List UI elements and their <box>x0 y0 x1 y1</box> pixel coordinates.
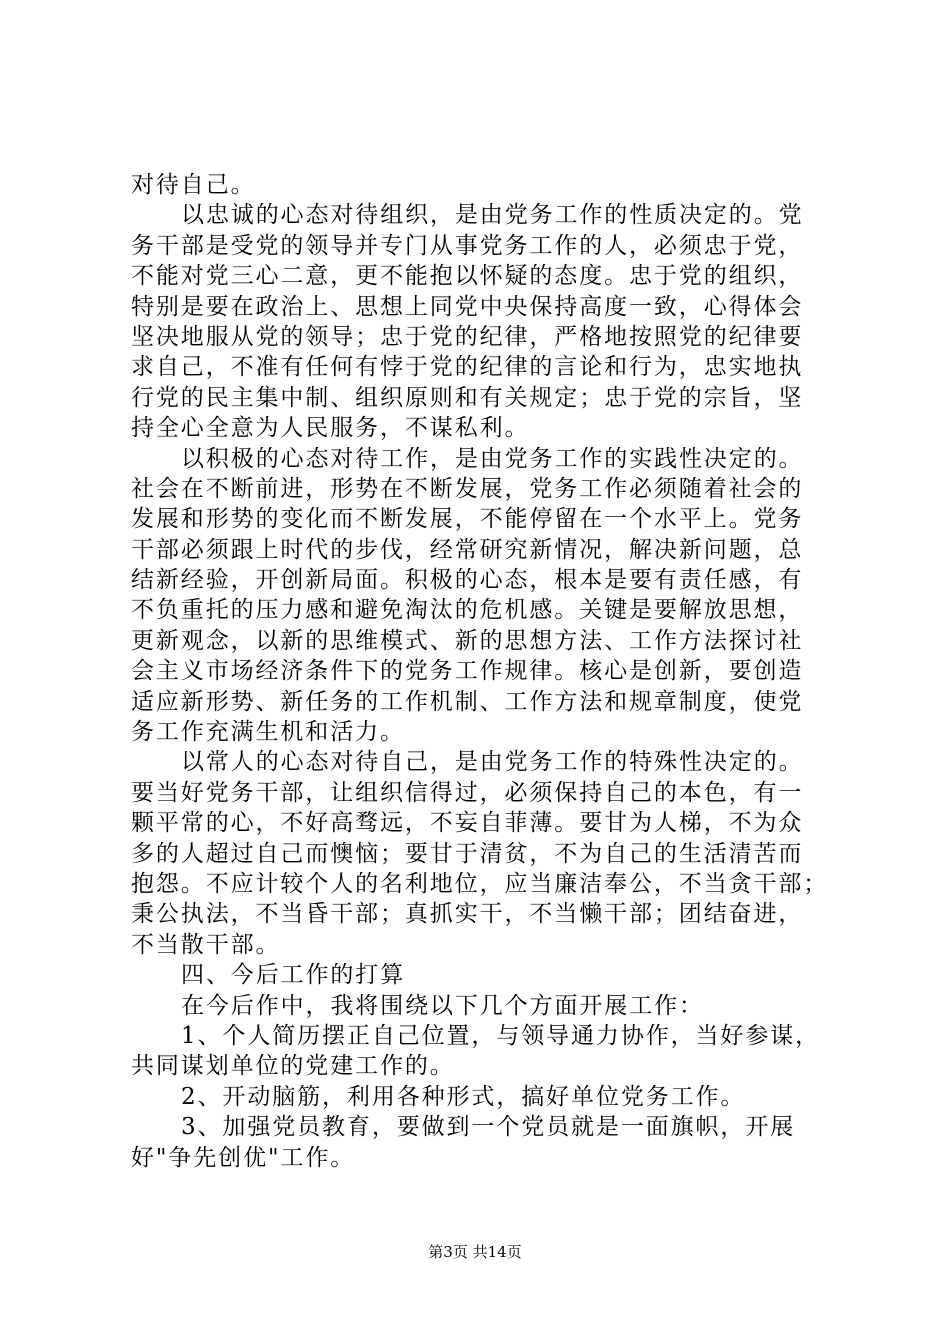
text-line: 更新观念，以新的思维模式、新的思想方法、工作方法探讨社 <box>131 627 804 654</box>
document-body <box>131 170 831 1173</box>
text-line: 行党的民主集中制、组织原则和有关规定；忠于党的宗旨，坚 <box>131 384 804 411</box>
text-line: 共同谋划单位的党建工作的。 <box>131 1053 455 1080</box>
paragraph-first-line: 以忠诚的心态对待组织，是由党务工作的性质决定的。党 <box>181 202 804 229</box>
text-line: 多的人超过自己而懊恼；要甘于清贫，不为自己的生活清苦而 <box>131 840 804 867</box>
page-number-footer: 第3页 共14页 <box>428 1243 522 1261</box>
text-line: 特别是要在政治上、思想上同党中央保持高度一致，心得体会 <box>131 293 804 320</box>
list-item-1: 1、个人简历摆正自己位置，与领导通力协作，当好参谋， <box>181 1022 821 1049</box>
text-line: 干部必须跟上时代的步伐，经常研究新情况，解决新问题，总 <box>131 536 804 563</box>
text-line: 发展和形势的变化而不断发展，不能停留在一个水平上。党务 <box>131 506 804 533</box>
text-line: 务工作充满生机和活力。 <box>131 719 405 746</box>
section-heading: 四、今后工作的打算 <box>181 962 406 989</box>
text-line: 社会在不断前进，形势在不断发展，党务工作必须随着社会的 <box>131 475 804 502</box>
text-line: 适应新形势、新任务的工作机制、工作方法和规章制度，使党 <box>131 688 804 715</box>
text-line: 求自己，不准有任何有悖于党的纪律的言论和行为，忠实地执 <box>131 354 804 381</box>
text-line: 要当好党务干部，让组织信得过，必须保持自己的本色，有一 <box>131 779 804 806</box>
text-line: 坚决地服从党的领导；忠于党的纪律，严格地按照党的纪律要 <box>131 323 804 350</box>
text-line: 不当散干部。 <box>131 931 281 958</box>
paragraph-first-line: 以常人的心态对待自己，是由党务工作的特殊性决定的。 <box>181 749 804 776</box>
text-line: 抱怨。不应计较个人的名利地位，应当廉洁奉公，不当贪干部； <box>131 870 829 897</box>
list-item-2: 2、开动脑筋，利用各种形式，搞好单位党务工作。 <box>181 1083 746 1110</box>
paragraph-first-line: 在今后作中，我将围绕以下几个方面开展工作： <box>181 992 704 1019</box>
text-line: 不能对党三心二意，更不能抱以怀疑的态度。忠于党的组织， <box>131 263 804 290</box>
text-line: 颗平常的心，不好高骛远，不妄自菲薄。要甘为人梯，不为众 <box>131 810 804 837</box>
text-line: 结新经验，开创新局面。积极的心态，根本是要有责任感，有 <box>131 567 804 594</box>
text-line: 对待自己。 <box>131 172 256 198</box>
text-line: 不负重托的压力感和避免淘汰的危机感。关键是要解放思想， <box>131 597 804 624</box>
text-line: 秉公执法，不当昏干部；真抓实干，不当懒干部；团结奋进， <box>131 901 804 928</box>
text-line: 务干部是受党的领导并专门从事党务工作的人，必须忠于党， <box>131 232 804 259</box>
text-line: 持全心全意为人民服务，不谋私利。 <box>131 415 530 442</box>
text-line: 好"争先创优"工作。 <box>131 1144 356 1171</box>
list-item-3: 3、加强党员教育，要做到一个党员就是一面旗帜，开展 <box>181 1114 796 1141</box>
paragraph-first-line: 以积极的心态对待工作，是由党务工作的实践性决定的。 <box>181 445 804 472</box>
text-line: 会主义市场经济条件下的党务工作规律。核心是创新，要创造 <box>131 658 804 685</box>
